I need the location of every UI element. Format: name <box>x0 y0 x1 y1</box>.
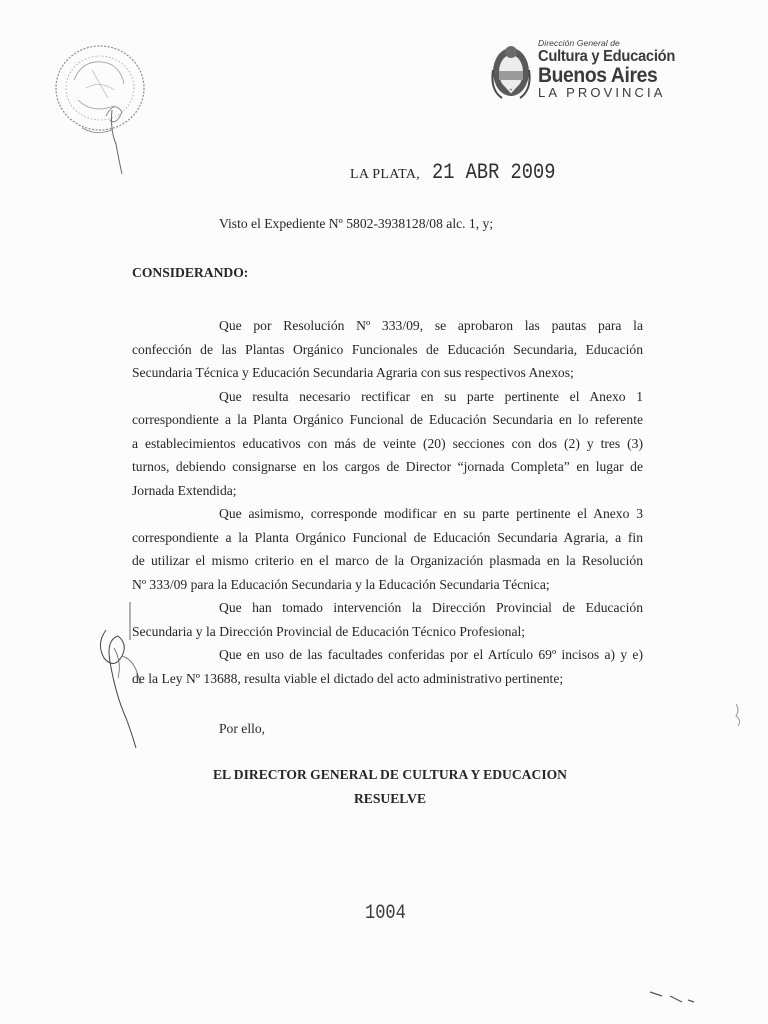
institution-logo <box>490 38 690 108</box>
considerando-body <box>132 314 643 690</box>
paragraph-line: Que han tomado intervención la Dirección Provincial de Educación <box>219 600 643 615</box>
paragraph-line: Que asimismo, corresponde modificar en su parte pertinente el Anexo 3 <box>219 506 643 521</box>
logo-wordmark <box>538 38 698 100</box>
paragraph-line: turnos, debiendo consignarse en los cargos de Director “jornada Completa” en lugar de <box>132 459 643 474</box>
resuelve-heading: RESUELVE <box>353 791 427 806</box>
logo-line-small: Dirección General de <box>538 38 620 48</box>
logo-line-big: Buenos Aires <box>538 64 658 87</box>
paragraph-facultades <box>132 643 643 690</box>
considerando-heading: CONSIDERANDO: <box>132 265 249 280</box>
resolution-number-stamp: 1004 <box>365 902 406 925</box>
coat-of-arms-icon <box>490 40 532 102</box>
paragraph-line: Jornada Extendida; <box>132 482 237 498</box>
paragraph-line: a establecimientos educativos con más de veinte (20) secciones con dos (2) y tres (3) <box>132 435 643 451</box>
scan-speck-icon <box>648 986 698 1006</box>
paragraph-line: de la Ley Nº 13688, resulta viable el dictado del acto administrativo pertinente; <box>132 670 564 686</box>
paragraph-line: confección de las Plantas Orgánico Funcionales de Educación Secundaria, Educación <box>132 341 643 357</box>
date-stamp: 21 ABR 2009 <box>432 160 556 185</box>
scan-speck-icon <box>728 700 748 730</box>
handwritten-signature-icon <box>92 600 162 750</box>
paragraph-intervencion <box>132 596 643 643</box>
director-heading: EL DIRECTOR GENERAL DE CULTURA Y EDUCACION <box>212 767 567 782</box>
paragraph-resolution <box>132 314 643 385</box>
paragraph-line: Que en uso de las facultades conferidas por el Artículo 69º incisos a) y e) <box>219 647 643 662</box>
paragraph-line: Que por Resolución Nº 333/09, se aprobaron las pautas para la <box>219 318 643 333</box>
por-ello-line: Por ello, <box>219 721 266 736</box>
logo-line-mid: Cultura y Educación <box>538 48 676 65</box>
date-place: LA PLATA, <box>350 167 421 182</box>
visto-line: Visto el Expediente Nº 5802-3938128/08 alc. 1, y; <box>219 216 494 231</box>
paragraph-line: correspondiente a la Planta Orgánico Funcional de Educación Secundaria Agraria, a fin <box>132 529 643 545</box>
paragraph-line: Secundaria y la Dirección Provincial de Educación Técnico Profesional; <box>132 623 526 639</box>
date-line <box>350 160 577 185</box>
official-seal-icon <box>52 40 164 180</box>
logo-line-province: LA PROVINCIA <box>538 85 666 100</box>
paragraph-line: de utilizar el mismo criterio en el marco de la Organización plasmada en la Resolución <box>132 553 643 568</box>
paragraph-line: Nº 333/09 para la Educación Secundaria y la Educación Secundaria Técnica; <box>132 576 550 592</box>
paragraph-line: Secundaria Técnica y Educación Secundaria Agraria con sus respectivos Anexos; <box>132 365 574 380</box>
paragraph-anexo-3 <box>132 502 643 596</box>
paragraph-line: Que resulta necesario rectificar en su parte pertinente el Anexo 1 <box>219 388 643 404</box>
paragraph-line: correspondiente a la Planta Orgánico Funcional de Educación Secundaria en lo referente <box>132 412 643 427</box>
paragraph-anexo-1 <box>132 385 643 503</box>
